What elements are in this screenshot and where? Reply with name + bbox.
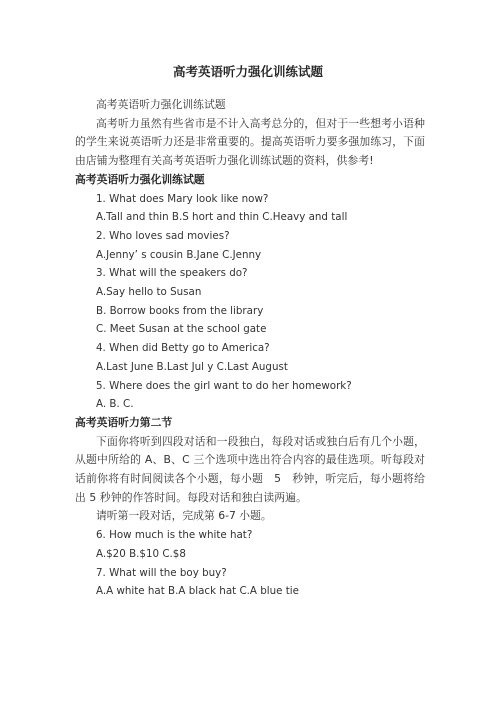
answer-options: B. Borrow books from the library xyxy=(96,304,264,317)
section-heading-2: 高考英语听力第二节 xyxy=(75,415,173,429)
question-line: 3. What will the speakers do? xyxy=(96,267,248,280)
answer-options: A.Tall and thin B.S hort and thin C.Heavy and tall xyxy=(96,211,348,224)
question-line: 4. When did Betty go to America? xyxy=(96,342,270,355)
answer-options: A. B. C. xyxy=(96,398,134,411)
answer-options: A.Last June B.Last Jul y C.Last August xyxy=(96,360,288,373)
section2-paragraph: 下面你将听到四段对话和一段独白，每段对话或独白后有几个小题，从题中所给的 A、B、C 三个选项中选出符合内容的最佳选项。听每段对话前你将有时间阅读各个小题，每小题 5 秒钟，听完后，每小题将给出 5 秒钟的作答时间。每段对话和独白读两遍。 xyxy=(75,434,425,504)
section-heading-1: 高考英语听力强化训练试题 xyxy=(75,172,205,186)
question-line: 1. What does Mary look like now? xyxy=(96,192,269,205)
question-line: 5. Where does the girl want to do her homework? xyxy=(96,379,352,392)
question-line: 2. Who loves sad movies? xyxy=(96,229,230,242)
document-body xyxy=(75,96,425,601)
document-title: 高考英语听力强化训练试题 xyxy=(172,64,323,79)
section2-instruction: 请听第一段对话，完成第 6-7 小题。 xyxy=(96,509,272,523)
answer-options: A.A white hat B.A black hat C.A blue tie xyxy=(96,585,300,598)
answer-options: A.Say hello to Susan xyxy=(96,286,202,299)
question-line: 7. What will the boy buy? xyxy=(96,566,227,579)
intro-paragraph: 高考听力虽然有些省市是不计入高考总分的，但对于一些想考小语种的学生来说英语听力还是非常重要的。提高英语听力要多强加练习，下面由店铺为整理有关高考英语听力强化训练试题的资料，供参考! xyxy=(75,116,425,168)
answer-options: A.$20 B.$10 C.$8 xyxy=(96,547,186,560)
intro-subtitle: 高考英语听力强化训练试题 xyxy=(96,98,226,111)
answer-options: C. Meet Susan at the school gate xyxy=(96,323,267,336)
answer-options: A.Jenny’ s cousin B.Jane C.Jenny xyxy=(96,248,262,261)
question-line: 6. How much is the white hat? xyxy=(96,529,253,542)
